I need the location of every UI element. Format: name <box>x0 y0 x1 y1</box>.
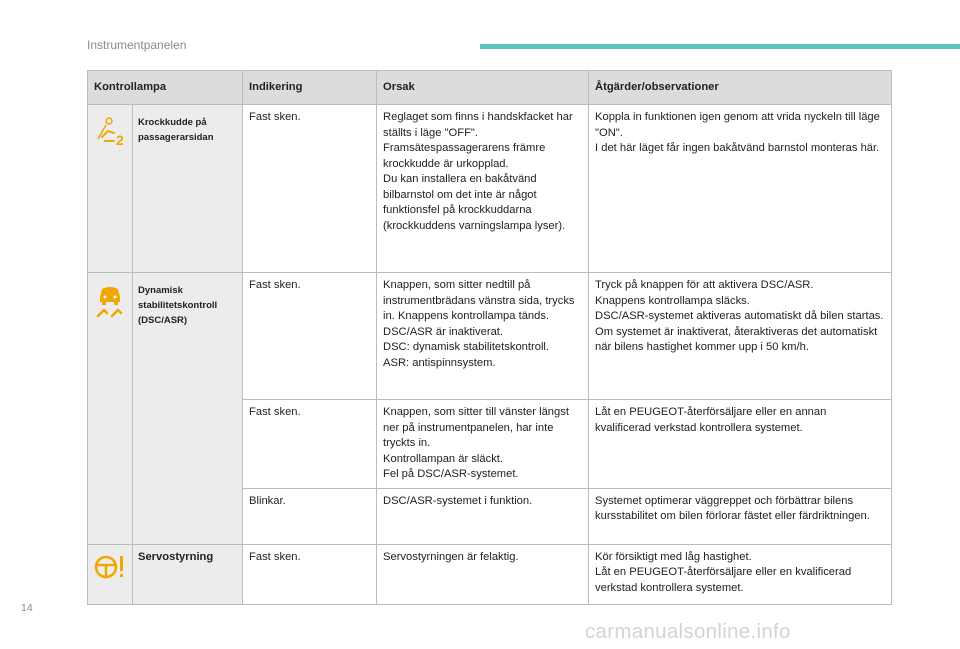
table-row-power-steering <box>88 544 892 604</box>
action-line: Kör försiktigt med låg hastighet. <box>595 550 752 563</box>
action-line: DSC/ASR-systemet aktiveras automatiskt då bilen startas. <box>595 310 884 322</box>
table-row-dsc <box>88 273 892 400</box>
lamp-name: Krockkudde på passagerarsidan <box>138 117 214 143</box>
action-line: I det här läget får ingen bakåtvänd barnstol monteras här. <box>595 142 880 154</box>
table-row-airbag <box>88 105 892 273</box>
cause-cell <box>377 273 589 400</box>
section-title: Instrumentpanelen <box>87 38 187 52</box>
cause-cell <box>377 400 589 489</box>
column-header-action: Åtgärder/observationer <box>589 71 892 105</box>
cause-line: Reglaget som finns i handskfacket har ställts i läge "OFF". <box>383 111 573 139</box>
cause-line: Knappen, som sitter nedtill på instrumentbrädans vänstra sida, trycks in. Knappens kontrollampa tänds. <box>383 279 575 322</box>
steering-wheel-warning-icon <box>94 553 126 581</box>
passenger-airbag-off-icon <box>94 117 126 147</box>
action-line: Tryck på knappen för att aktivera DSC/ASR. <box>595 279 814 291</box>
cause-line: Fel på DSC/ASR-systemet. <box>383 468 519 480</box>
skidding-car-dsc-icon <box>95 285 125 319</box>
lamp-name-cell <box>133 273 243 545</box>
cause-line: ASR: antispinnsystem. <box>383 356 496 369</box>
action-cell <box>589 105 892 273</box>
indication-cell: Fast sken. <box>243 273 377 400</box>
header-accent-bar <box>480 44 960 49</box>
warning-lamp-table <box>87 70 892 605</box>
action-cell <box>589 544 892 604</box>
lamp-name: Servostyrning <box>138 550 214 563</box>
action-line: Koppla in funktionen igen genom att vrida nyckeln till läge "ON". <box>595 111 880 139</box>
icon-cell <box>88 544 133 604</box>
icon-cell <box>88 105 133 273</box>
cause-cell <box>377 544 589 604</box>
table-header-row <box>88 71 892 105</box>
column-header-lamp: Kontrollampa <box>88 71 243 105</box>
column-header-cause: Orsak <box>377 71 589 105</box>
action-cell <box>589 488 892 544</box>
cause-line: Knappen, som sitter till vänster längst ner på instrumentpanelen, har inte tryckts in. <box>383 406 569 449</box>
column-header-indication: Indikering <box>243 71 377 105</box>
action-line: Knappens kontrollampa släcks. <box>595 294 750 307</box>
cause-cell <box>377 488 589 544</box>
action-cell <box>589 400 892 489</box>
cause-cell <box>377 105 589 273</box>
lamp-name-cell <box>133 544 243 604</box>
cause-line: DSC: dynamisk stabilitetskontroll. <box>383 341 550 353</box>
page-number: 14 <box>21 602 33 614</box>
cause-line: Kontrollampan är släckt. <box>383 452 504 465</box>
cause-line: DSC/ASR-systemet i funktion. <box>383 494 533 507</box>
indication-cell: Fast sken. <box>243 105 377 273</box>
cause-line: Framsätespassagerarens främre krockkudde är urkopplad. <box>383 142 546 170</box>
action-line: Om systemet är inaktiverat, återaktiveras det automatiskt när bilens hastighet kommer upp i 50 km/h. <box>595 325 878 353</box>
cause-line: DSC/ASR är inaktiverat. <box>383 325 504 338</box>
indication-cell: Fast sken. <box>243 544 377 604</box>
icon-cell <box>88 273 133 545</box>
cause-line: Du kan installera en bakåtvänd bilbarnstol om det inte är något funktionsfel på krockkuddarna (krockkuddens varningslampa lyser). <box>383 173 566 232</box>
action-line: Systemet optimerar väggreppet och förbättrar bilens kursstabilitet om bilen förlorar fästet eller färdriktningen. <box>595 494 870 522</box>
watermark: carmanualsonline.info <box>585 620 791 643</box>
action-cell <box>589 273 892 400</box>
indication-cell: Blinkar. <box>243 488 377 544</box>
action-line: Låt en PEUGEOT-återförsäljare eller en annan kvalificerad verkstad kontrollera systemet. <box>595 406 827 434</box>
cause-line: Servostyrningen är felaktig. <box>383 550 519 563</box>
lamp-name-cell <box>133 105 243 273</box>
action-line: Låt en PEUGEOT-återförsäljare eller en kvalificerad verkstad kontrollera systemet. <box>595 566 852 594</box>
svg-text:2: 2 <box>116 132 124 147</box>
lamp-name: Dynamisk stabilitetskontroll (DSC/ASR) <box>138 285 218 326</box>
indication-cell: Fast sken. <box>243 400 377 489</box>
